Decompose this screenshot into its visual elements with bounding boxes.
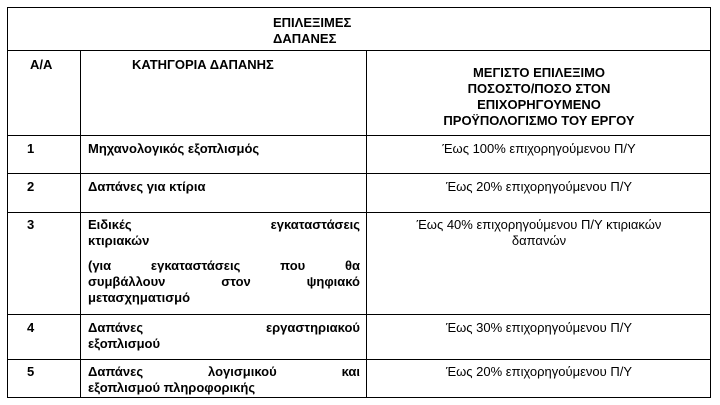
header-max-line: ΕΠΙΧΟΡΗΓΟΥΜΕΝΟ <box>477 97 601 112</box>
row-category: Δαπάνες για κτίρια <box>88 179 206 194</box>
header-max-line: ΠΟΣΟΣΤΟ/ΠΟΣΟ ΣΤΟΝ <box>467 81 611 96</box>
row-category: Μηχανολογικός εξοπλισμός <box>88 141 260 156</box>
header-category: ΚΑΤΗΓΟΡΙΑ ΔΑΠΑΝΗΣ <box>132 57 274 72</box>
category-note-line: μετασχηματισμό <box>88 290 191 305</box>
row-divider <box>8 135 710 136</box>
category-line: εξοπλισμού πληροφορικής <box>88 380 256 395</box>
table-title-line: ΕΠΙΛΕΞΙΜΕΣ <box>273 15 352 30</box>
category-line: Δαπάνες λογισμικού και <box>88 364 360 379</box>
max-amount-line: Έως 40% επιχορηγούμενου Π/Υ κτιριακών <box>416 217 662 232</box>
row-number: 3 <box>27 217 35 232</box>
row-divider <box>8 173 710 174</box>
row-divider <box>8 50 710 51</box>
category-line: Δαπάνες εργαστηριακού <box>88 320 360 335</box>
row-max-amount: Έως 20% επιχορηγούμενου Π/Υ <box>445 179 633 194</box>
column-divider <box>80 50 81 397</box>
header-max-line: ΜΕΓΙΣΤΟ ΕΠΙΛΕΞΙΜΟ <box>472 65 606 80</box>
row-max-amount: Έως 30% επιχορηγούμενου Π/Υ <box>445 320 633 335</box>
category-note-line: συμβάλλουν στον ψηφιακό <box>88 274 360 289</box>
row-number: 4 <box>27 320 35 335</box>
header-max-eligible <box>367 65 711 129</box>
row-category <box>88 217 360 306</box>
header-aa: Α/Α <box>30 57 53 72</box>
row-max-amount: Έως 20% επιχορηγούμενου Π/Υ <box>445 364 633 379</box>
row-number: 2 <box>27 179 35 194</box>
row-divider <box>8 359 710 360</box>
row-number: 5 <box>27 364 35 379</box>
max-amount-line: δαπανών <box>511 233 567 248</box>
category-note-line: (για εγκαταστάσεις που θα <box>88 258 360 273</box>
row-max-amount <box>367 217 711 249</box>
row-max-amount: Έως 100% επιχορηγούμενου Π/Υ <box>442 141 636 156</box>
category-line: Ειδικές εγκαταστάσεις <box>88 217 360 232</box>
table-title <box>273 15 473 47</box>
row-number: 1 <box>27 141 35 156</box>
row-category <box>88 364 360 396</box>
header-max-line: ΠΡΟΫΠΟΛΟΓΙΣΜΟ ΤΟΥ ΕΡΓΟΥ <box>443 113 635 128</box>
row-divider <box>8 314 710 315</box>
table-title-line: ΔΑΠΑΝΕΣ <box>273 31 337 46</box>
category-line: κτιριακών <box>88 233 150 248</box>
category-line: εξοπλισμού <box>88 336 161 351</box>
row-divider <box>8 212 710 213</box>
row-category <box>88 320 360 352</box>
eligible-expenses-table <box>7 7 711 398</box>
